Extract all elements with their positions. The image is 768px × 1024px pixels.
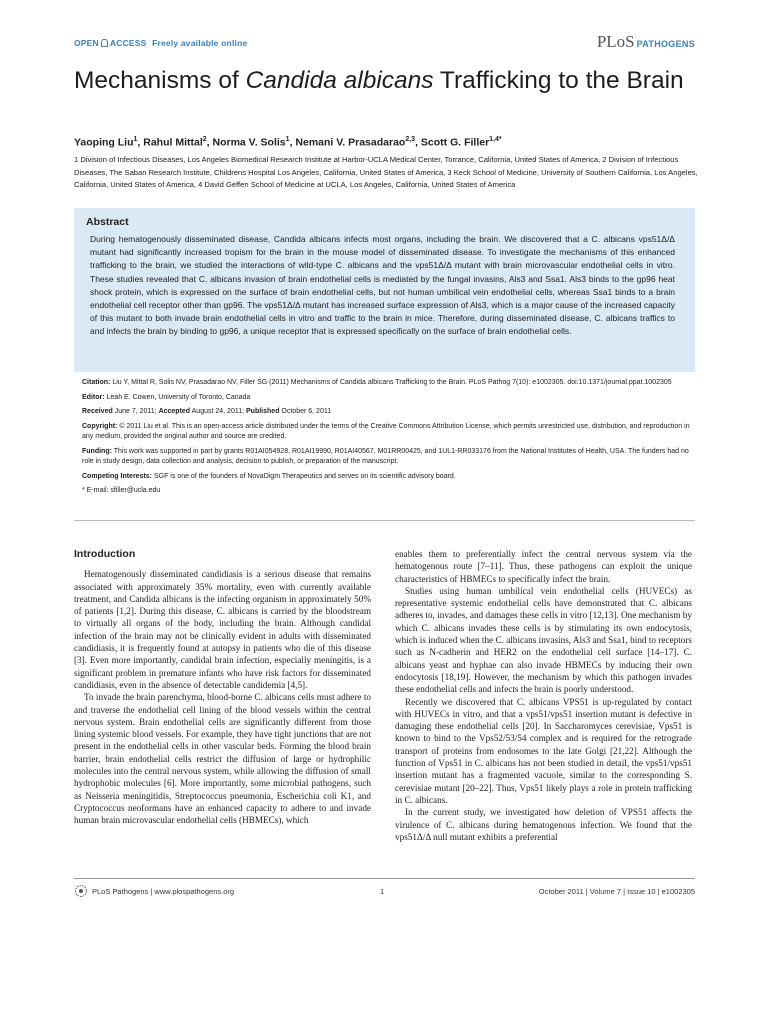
- journal-header: [74, 32, 695, 52]
- journal-name-text: PATHOGENS: [636, 39, 695, 49]
- article-title: [74, 66, 714, 95]
- title-italic: Candida albicans: [245, 67, 434, 94]
- abstract-box: [74, 208, 695, 372]
- free-available-text: Freely available online: [152, 38, 248, 48]
- paragraph: Studies using human umbilical vein endothelial cells (HUVECs) as representative systemic endothelial cells have demonstrated that C. albicans adheres to, invades, and damages these cells in vitro [12,13]. One mechanism by which C. albicans invades these cells is by stimulating its own endocytosis, which is induced when the C. albicans invasins, Als3 and Ssa1, bind to receptors such as N-cadherin and HER2 on the endothelial cell surface [14–17]. C. albicans yeast and hyphae can also invade HBMECs by inducing their own endocytosis [18,19]. However, the mechanism by which this pathogen invades these endothelial cells and infects the brain is poorly understood.: [395, 585, 692, 695]
- accepted-date: August 24, 2011;: [191, 408, 245, 415]
- article-metadata: [82, 378, 695, 501]
- citation: [82, 378, 695, 389]
- open-access-badge: [74, 38, 247, 48]
- received-date: June 7, 2011;: [114, 408, 157, 415]
- received-label: Received: [82, 408, 113, 415]
- funding-text: This work was supported in part by grants R01AI054928, R01AI19990, R01AI40567, M01RR00425, and 1UL1-RR033176 from the National Institutes of Health, USA. The funders had no role in study design, data collection and analysis, decision to publish, or preparation of the manuscript.: [82, 447, 689, 465]
- author-name: Nemani V. Prasadarao: [295, 136, 406, 149]
- funding: [82, 447, 695, 468]
- author-name: Scott G. Filler: [420, 136, 490, 149]
- author-affiliation-marker: 1: [133, 136, 138, 143]
- plos-logo-icon: [74, 884, 88, 898]
- competing-interests: [82, 472, 695, 483]
- body-column-right: [395, 548, 692, 843]
- copyright-text: © 2011 Liu et al. This is an open-access article distributed under the terms of the Creative Commons Attribution License, which permits unrestricted use, distribution, and reproduction in any medium, provided the original author and source are credited.: [82, 422, 690, 440]
- open-lock-icon: [101, 39, 108, 47]
- section-heading-introduction: Introduction: [74, 548, 136, 560]
- abstract-heading: Abstract: [86, 216, 129, 228]
- page-number: 1: [380, 887, 385, 896]
- paragraph: To invade the brain parenchyma, blood-borne C. albicans cells must adhere to and traverse the endothelial cell lining of the blood vessels within the central nervous system. Brain endothelial cells are significantly different from those lining systemic blood vessels. For example, they have tight junctions that are not present in the endothelial cells in other vascular beds. Forming the blood brain barrier, brain endothelial cells restrict the diffusion of large or hydrophilic molecules into the central nervous system, while allowing the diffusion of small hydrophobic molecules [6]. More importantly, some microbial pathogens, such as Neisseria meningitidis, Streptococcus pneumonia, Escherichia coli K1, and Cryptococcus neoformans have an enhanced capacity to adhere to and invade human brain microvascular endothelial cells (HBMECs), which: [74, 692, 372, 826]
- footer-divider: [74, 878, 695, 879]
- citation-label: Citation:: [82, 379, 111, 386]
- author-affiliation-marker: 1,4*: [489, 136, 502, 143]
- journal-logo: [597, 32, 695, 52]
- paragraph: Hematogenously disseminated candidiasis is a serious disease that remains associated with approximately 35% mortality, even with currently available treatment, and Candida albicans is the infecting organism in approximately 50% of patients [1,2]. During this disease, C. albicans is carried by the bloodstream to virtually all organs of the body, including the brain. Although candidal infection of the brain may not be clinically evident in adults with disseminated candidiasis, it is frequently found at autopsy in patients who die of this disease [3]. Even more importantly, candidal brain infection, especially meningitis, is a significant problem in premature infants who have risk factors for disseminated candidiasis, even in the absence of detectable candidemia [4,5].: [74, 569, 371, 690]
- paragraph: enables them to preferentially infect the central nervous system via the hematogenous route [7–11]. Thus, these pathogens can exploit the unique characteristics of HBMECs to specifically infect the brain.: [395, 549, 692, 584]
- citation-text: Liu Y, Mittal R, Solis NV, Prasadarao NV, Filler SG (2011) Mechanisms of Candida albicans Trafficking to the Brain. PLoS Pathog 7(10): e1002305. doi:10.1371/journal.ppat.1002305: [112, 379, 672, 386]
- dates: [82, 407, 695, 418]
- author-affiliation-marker: 1: [285, 136, 290, 143]
- editor: [82, 393, 695, 404]
- author-affiliation-marker: 2,3: [405, 136, 416, 143]
- title-part1: Mechanisms of: [74, 67, 246, 94]
- editor-label: Editor:: [82, 393, 105, 401]
- footer-journal-text[interactable]: PLoS Pathogens | www.plospathogens.org: [92, 886, 235, 896]
- page-footer: [74, 884, 695, 900]
- editor-text: Leah E. Cowen, University of Toronto, Canada: [106, 393, 251, 401]
- competing-text: SGF is one of the founders of NovaDigm Therapeutics and serves on its scientific advisory board.: [153, 472, 456, 480]
- author-name: Rahul Mittal: [143, 136, 203, 149]
- journal-plos-text: PLoS: [596, 32, 635, 51]
- footer-journal: [74, 884, 234, 898]
- footer-issue-info: October 2011 | Volume 7 | Issue 10 | e1002305: [538, 887, 695, 896]
- published-label: Published: [246, 408, 280, 415]
- funding-label: Funding:: [82, 447, 112, 455]
- accepted-label: Accepted: [158, 408, 191, 415]
- copyright-label: Copyright:: [82, 422, 118, 430]
- author-affiliation-marker: 2: [202, 136, 207, 143]
- abstract-text: During hematogenously disseminated disease, Candida albicans infects most organs, including the brain. We discovered that a C. albicans vps51Δ/Δ mutant had significantly increased tropism for the brain in the mouse model of disseminated disease. To investigate the mechanisms of this enhanced trafficking to the brain, we studied the interactions of wild-type C. albicans and the vps51Δ/Δ mutant with brain microvascular endothelial cells in vitro. These studies revealed that C. albicans invasion of brain endothelial cells is mediated by the fungal invasins, Als3 and Ssa1. Als3 binds to the gp96 heat shock protein, which is expressed on the surface of brain endothelial cells, but not human umbilical vein endothelial cells, whereas Ssa1 binds to a brain endothelial cell receptor other than gp96. The vps51Δ/Δ mutant has increased surface expression of Als3, which is a major cause of the increased capacity of this mutant to both invade brain endothelial cells in vitro and traffic to the brain in mice. Therefore, during disseminated disease, C. albicans traffics to and infects the brain by binding to gp96, a unique receptor that is expressed specifically on the surface of brain endothelial cells.: [90, 234, 675, 337]
- author-name: Yaoping Liu: [74, 136, 134, 149]
- published-date: October 6, 2011: [281, 408, 332, 415]
- title-part2: Trafficking to the Brain: [433, 67, 684, 94]
- copyright: [82, 422, 695, 443]
- open-text: OPEN: [74, 38, 99, 48]
- competing-label: Competing Interests:: [82, 472, 153, 480]
- corresponding-email[interactable]: * E-mail: sfiller@ucla.edu: [82, 487, 161, 494]
- affiliations: 1 Division of Infectious Diseases, Los Angeles Biomedical Research Institute at Harbor-UCLA Medical Center, Torrance, California, United States of America, 2 Division of Infectious Diseases, The Saban Research Institute, Childrens Hospital Los Angeles, California, United States of America, 3 Keck School of Medicine, University of Southern California, Los Angeles, California, United States of America, 4 David Geffen School of Medicine at UCLA, Los Angeles, California, United States of America: [74, 155, 698, 189]
- body-column-left: [74, 548, 371, 827]
- paragraph: In the current study, we investigated how deletion of VPS51 affects the virulence of C. albicans during hematogenous infection. We found that the vps51Δ/Δ null mutant exhibits a preferential: [395, 807, 692, 842]
- author-list: Yaoping Liu$^1$, Rahul Mittal$^2$, Norma V. Solis$^1$, Nemani V. Prasadarao$^{2,3}$, Scott G. Filler$^{1,4*}$: [74, 136, 502, 149]
- paragraph: Recently we discovered that C. albicans VPS51 is up-regulated by contact with HUVECs in vitro, and that a vps51/vps51 insertion mutant is defective in damaging these endothelial cells [20]. In Saccharomyces cerevisiae, Vps51 is known to bind to the Vps52/53/54 complex and is required for the retrograde transport of proteins from endosomes to the late Golgi [21,22]. Although the function of Vps51 in C. albicans has not been studied in detail, the vps51/vps51 insertion mutant has a fragmented vacuole, similar to the corresponding S. cerevisiae mutant [20–22]. Thus, Vps51 likely plays a role in protein trafficking in C. albicans.: [395, 696, 692, 805]
- access-text: ACCESS: [109, 38, 147, 48]
- author-name: Norma V. Solis: [212, 136, 286, 149]
- metadata-divider: [74, 520, 695, 521]
